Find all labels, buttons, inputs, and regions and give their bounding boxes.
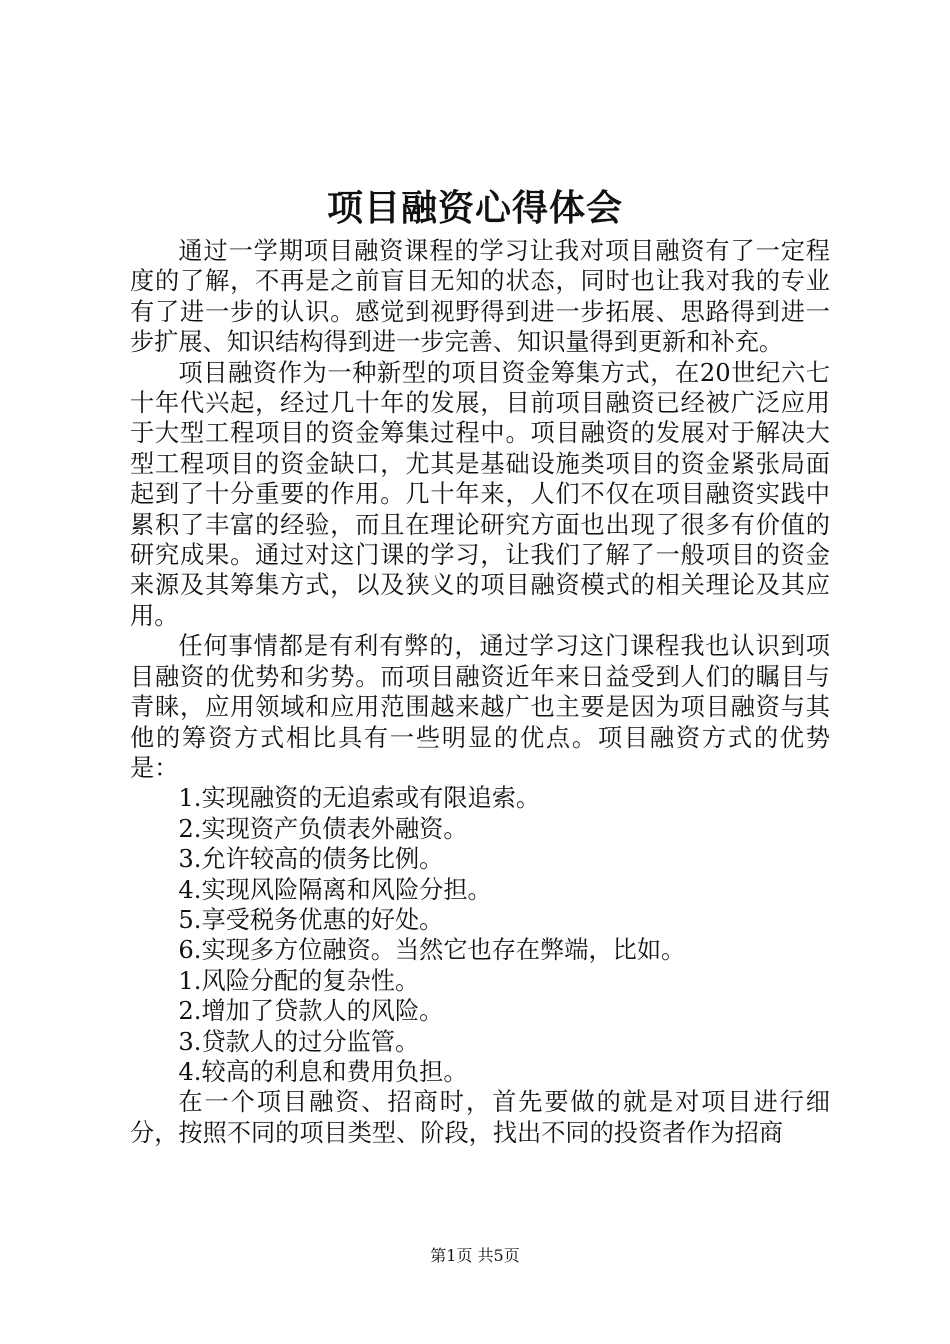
list-item: 4.较高的利息和费用负担。 xyxy=(178,1057,468,1086)
list-item: 6.实现多方位融资。当然它也存在弊端，比如。 xyxy=(178,936,686,965)
list-item: 2.实现资产负债表外融资。 xyxy=(178,814,468,843)
list-item: 3.贷款人的过分监管。 xyxy=(178,1027,420,1056)
paragraph-closing: 在一个项目融资、招商时，首先要做的就是对项目进行细分，按照不同的项目类型、阶段，找出不同的投资者作为招商 xyxy=(130,1088,830,1147)
document-title: 项目融资心得体会 xyxy=(326,187,623,229)
list-item: 4.实现风险隔离和风险分担。 xyxy=(178,875,492,904)
list-item: 2.增加了贷款人的风险。 xyxy=(178,997,444,1026)
list-item: 3.允许较高的债务比例。 xyxy=(178,845,444,874)
disadvantages-list xyxy=(130,966,830,1088)
paragraph-background: 项目融资作为一种新型的项目资金筹集方式，在20世纪六七十年代兴起，经过几十年的发展，目前项目融资已经被广泛应用于大型工程项目的资金筹集过程中。项目融资的发展对于解决大型工程项目的资金缺口，尤其是基础设施类项目的资金紧张局面起到了十分重要的作用。几十年来，人们不仅在项目融资实践中累积了丰富的经验，而且在理论研究方面也出现了很多有价值的研究成果。通过对这门课的学习，让我们了解了一般项目的资金来源及其筹集方式，以及狭义的项目融资模式的相关理论及其应用。 xyxy=(130,358,830,630)
paragraph-pros-cons: 任何事情都是有利有弊的，通过学习这门课程我也认识到项目融资的优势和劣势。而项目融资近年来日益受到人们的瞩目与青睐，应用领域和应用范围越来越广也主要是因为项目融资与其他的筹资方式相比具有一些明显的优点。项目融资方式的优势是： xyxy=(130,632,830,782)
list-item: 1.风险分配的复杂性。 xyxy=(178,966,420,995)
list-item: 1.实现融资的无追索或有限追索。 xyxy=(178,784,541,813)
document-body xyxy=(130,236,830,1148)
advantages-list xyxy=(130,783,830,965)
paragraph-intro: 通过一学期项目融资课程的学习让我对项目融资有了一定程度的了解，不再是之前盲目无知的状态，同时也让我对我的专业有了进一步的认识。感觉到视野得到进一步拓展、思路得到进一步扩展、知识结构得到进一步完善、知识量得到更新和补充。 xyxy=(130,237,830,357)
page-number-footer: 第1页 共5页 xyxy=(430,1246,520,1265)
list-item: 5.享受税务优惠的好处。 xyxy=(178,905,444,934)
